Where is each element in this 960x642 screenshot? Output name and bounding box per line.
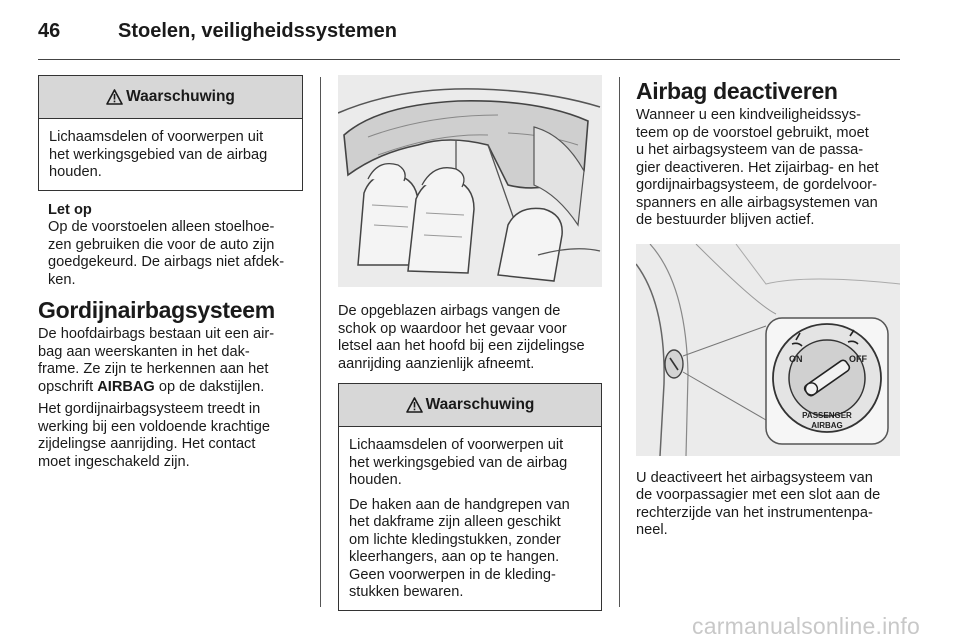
column-middle bbox=[338, 75, 602, 611]
warning-triangle-icon bbox=[106, 89, 123, 105]
switch-label-off: OFF bbox=[849, 353, 867, 364]
page-header bbox=[38, 20, 397, 43]
warning-text-1: Lichaamsdelen of voorwerpen uit het werkingsgebied van de airbag houden. bbox=[349, 437, 568, 488]
watermark: carmanualsonline.info bbox=[692, 613, 920, 639]
warning-body bbox=[39, 119, 302, 190]
warning-title: Waarschuwing bbox=[425, 396, 535, 414]
paragraph-deactivate: Wanneer u een kindveiligheidssys- teem op de voorstoel gebruikt, moet u het airbagsysteem van de passa- gier deactiveren. Het zijairbag- en het gordijnairbagsysteem, de gordelvoor- spanners en alle airbagsystemen van de bestuurder blijven actief. bbox=[636, 107, 879, 228]
note-label: Let op bbox=[48, 201, 92, 218]
curtain-airbag-illustration bbox=[338, 75, 602, 287]
warning-text: Lichaamsdelen of voorwerpen uit het werkingsgebied van de airbag houden. bbox=[49, 129, 268, 180]
warning-box-hooks bbox=[338, 383, 602, 611]
car-interior-airbag-drawing bbox=[338, 75, 602, 287]
section-title: Stoelen, veiligheidssystemen bbox=[118, 20, 397, 42]
page-number: 46 bbox=[38, 20, 61, 42]
switch-label-on: ON bbox=[789, 353, 803, 364]
airbag-label-bold: AIRBAG bbox=[97, 378, 155, 395]
column-left bbox=[38, 75, 303, 471]
warning-triangle-icon bbox=[406, 397, 423, 413]
paragraph-curtain-deploy: Het gordijnairbagsysteem treedt in werking bij een voldoende krachtige zijdelingse aanrijding. Het contact moet ingeschakeld zijn. bbox=[38, 401, 271, 470]
warning-title: Waarschuwing bbox=[126, 88, 235, 106]
figure-caption: De opgeblazen airbags vangen de schok op waardoor het gevaar voor letsel aan het hoofd bij een zijdelingse aanrijding aanzienlijk afneemt. bbox=[338, 303, 585, 372]
paragraph-switch-location: U deactiveert het airbagsysteem van de voorpassagier met een slot aan de rechterzijde van het instrumentenpa- neel. bbox=[636, 469, 881, 538]
warning-body bbox=[339, 427, 601, 610]
section-heading-deactivate-airbag: Airbag deactiveren bbox=[636, 78, 838, 104]
note-block bbox=[38, 202, 303, 290]
column-divider-1 bbox=[320, 77, 321, 607]
warning-header bbox=[339, 384, 601, 427]
column-right bbox=[636, 75, 902, 540]
airbag-key-switch-drawing bbox=[636, 244, 900, 456]
warning-box bbox=[38, 75, 303, 191]
note-text: Op de voorstoelen alleen stoelhoe- zen gebruiken die voor de auto zijn goedgekeurd. De airbags niet afdek- ken. bbox=[48, 219, 285, 288]
warning-text-2: De haken aan de handgrepen van het dakframe zijn alleen geschikt om lichte kledingstukken, zonder kleerhangers, aan op te hangen. Geen voorwerpen in de kleding- stukken bewaren. bbox=[349, 496, 570, 600]
column-divider-2 bbox=[619, 77, 620, 607]
warning-header bbox=[39, 76, 302, 119]
switch-label-airbag: AIRBAG bbox=[811, 420, 843, 430]
airbag-switch-illustration bbox=[636, 244, 900, 456]
paragraph-head-airbags: De hoofdairbags bestaan uit een air- bag aan weerskanten in het dak- frame. Ze zijn te herkennen aan het opschrift AIRBAG op de dakstijlen. bbox=[38, 326, 275, 395]
switch-label-passenger: PASSENGER bbox=[802, 410, 852, 420]
section-heading-curtain-airbag: Gordijnairbagsysteem bbox=[38, 297, 275, 323]
header-rule bbox=[38, 59, 900, 60]
